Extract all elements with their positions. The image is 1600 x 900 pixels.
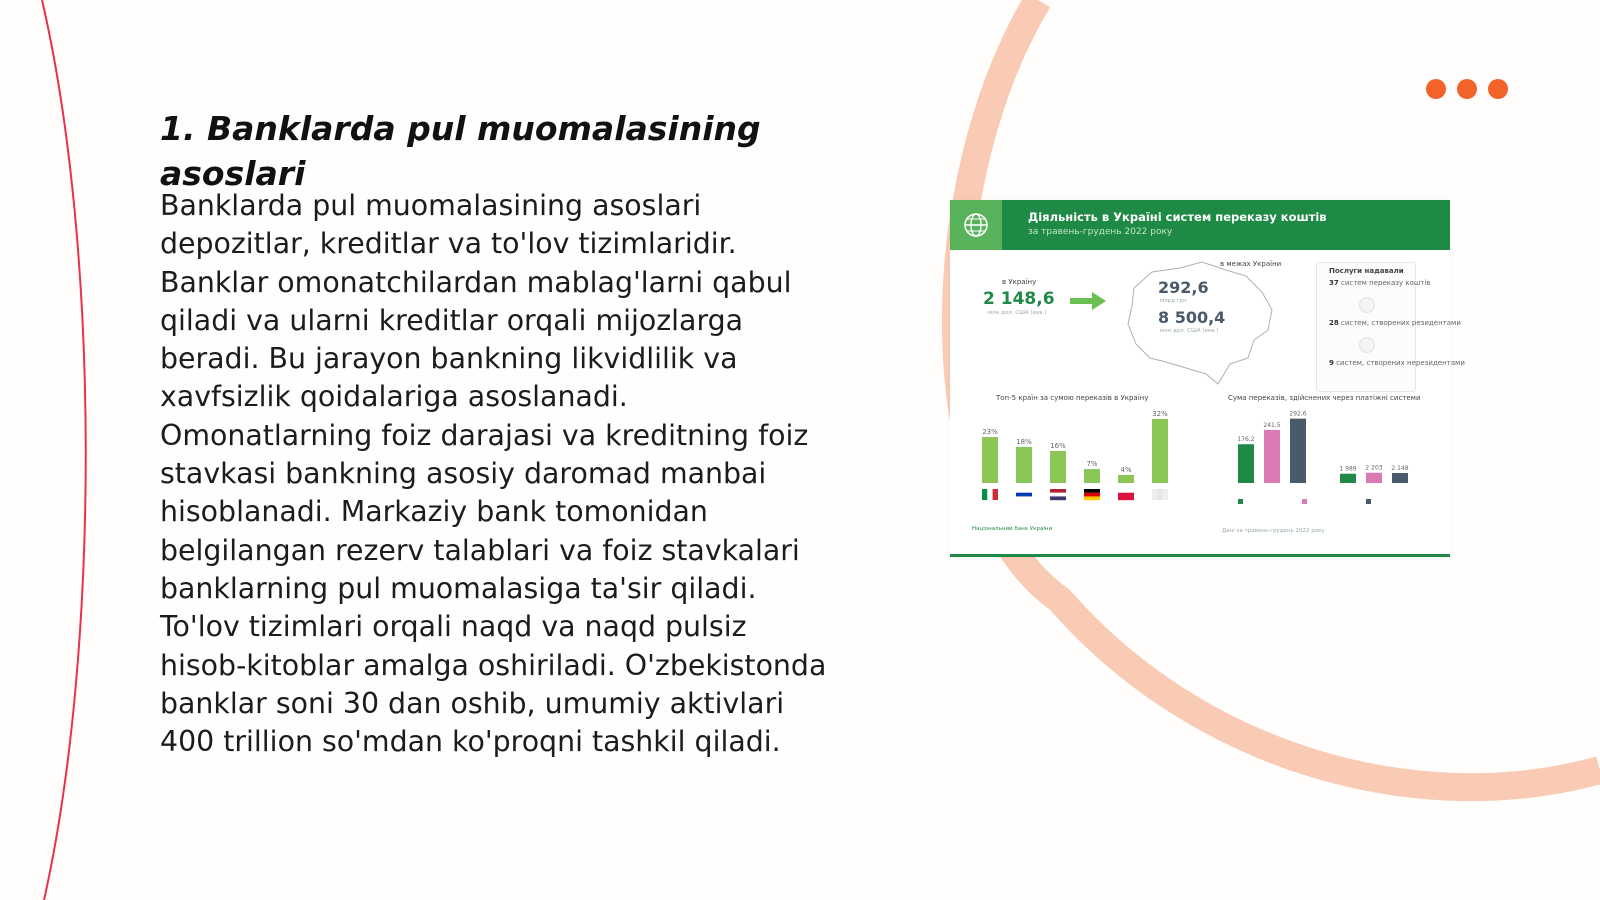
in-ukraine-unit: млн дол. США (екв.) [988,310,1047,316]
within-value-1: 292,6 [1158,278,1209,297]
left-accent-line [42,0,86,900]
flag-stripe [1152,489,1157,500]
dot [1457,79,1477,99]
slide-body-text: Banklarda pul muomalasining asoslari depozitlar, kreditlar va to'lov tizimlaridir. Banklar omonatchilardan mablag'larni qabul qiladi va ularni kreditlar orqali mijozlarga beradi. Bu jarayon bankning likvidlilik va xavfsizlik qoidalariga asoslanadi. Omonatlarning foiz darajasi va kreditning foiz stavkasi bankning asosiy daromad manbai hisoblanadi. Markaziy bank tomonidan belgilangan rezerv talablari va foiz stavkalari banklarning pul muomalasiga ta'sir qiladi. To'lov tizimlari orqali naqd va naqd pulsiz hisob-kitoblar amalga oshiriladi. O'zbekistonda banklar soni 30 dan oshib, umumiy aktivlari 400 trillion so'mdan ko'proqni tashkil qiladi. [160,189,827,759]
footer-note: Дані за травень-грудень 2022 року [1222,528,1325,534]
bar [1340,474,1356,483]
service-text: систем, створених нерезидентами [1336,359,1465,367]
flag-stripe [1118,493,1134,497]
service-circle [1359,297,1375,313]
bar [1050,451,1066,483]
service-count: 37 [1329,279,1339,287]
nbu-logo-text: Національний банк України [972,526,1053,532]
service-line [1329,279,1430,287]
bar [1366,473,1382,483]
within-unit-2: млн дол. США (екв.) [1160,328,1219,334]
flag-stripe [1084,496,1100,500]
flag-it-icon [982,489,998,500]
globe-icon [950,200,1002,250]
flag-stripe [1016,493,1032,497]
within-value-2: 8 500,4 [1158,308,1226,327]
flag-pl-icon [1118,489,1134,500]
bar-value-label: 7% [1086,460,1098,468]
bar [1290,419,1306,483]
bar-value-label: 292,6 [1289,410,1307,418]
in-ukraine-label: в Україну [1002,278,1037,286]
flag-il-icon [1016,489,1032,500]
service-line [1329,359,1465,367]
bar-value-label: 2 148 [1391,464,1409,472]
infographic [950,200,1465,557]
bar-value-label: 241,5 [1263,421,1281,429]
flag-stripe [987,489,992,500]
service-circle [1359,337,1375,353]
infographic-header [950,200,1450,250]
legend-swatch [1238,499,1243,504]
services-title: Послуги надавали [1329,267,1404,275]
slide-title: 1. Banklarda pul muomalasining asoslari [160,109,761,193]
bar [982,437,998,483]
bar [1016,447,1032,483]
bar [1264,430,1280,483]
flag-stripe [1050,496,1066,500]
flag-stripe [1118,496,1134,500]
flag-stripe [1016,496,1032,500]
service-count: 28 [1329,319,1339,327]
service-line [1329,319,1461,327]
bar-value-label: 23% [982,428,998,436]
within-unit-1: млрд грн [1160,298,1187,304]
flag-stripe [993,489,998,500]
bar-value-label: 32% [1152,410,1168,418]
bar [1084,469,1100,483]
flag-stripe [1016,489,1032,493]
legend-swatch [1302,499,1307,504]
bar-value-label: 1 989 [1339,465,1357,473]
left-chart-title: Топ-5 країн за сумою переказів в Україну [996,394,1149,402]
bar-value-label: 2 203 [1365,464,1383,472]
right-bar-chart [1220,405,1430,505]
services-box [1316,262,1465,392]
legend-swatch [1366,499,1371,504]
service-text: систем переказу коштів [1340,279,1431,287]
flag-stripe [1157,489,1162,500]
bar-value-label: 16% [1050,442,1066,450]
bar [1118,475,1134,483]
dot [1426,79,1446,99]
service-count: 9 [1329,359,1334,367]
within-ukraine-label: в межах України [1220,260,1282,268]
flag-stripe [1084,493,1100,497]
flag-stripe [1084,489,1100,493]
bar-value-label: 176,2 [1237,436,1255,444]
flag-de-icon [1084,489,1100,500]
flag-stripe [1118,489,1134,493]
flag-stripe [1050,489,1066,493]
dot [1488,79,1508,99]
three-dots-icon[interactable] [1426,79,1508,99]
arrow-right-icon [1068,290,1108,312]
bar [1238,444,1254,483]
left-bar-chart [970,405,1180,505]
flag-stripe [1163,489,1168,500]
bar [1152,419,1168,483]
flag-other-icon [1152,489,1168,500]
flag-stripe [1050,493,1066,497]
flag-stripe [982,489,987,500]
flag-us-icon [1050,489,1066,500]
bar [1392,473,1408,483]
infographic-subtitle: за травень-грудень 2022 року [1028,227,1173,237]
service-text: систем, створених резидентами [1340,319,1461,327]
in-ukraine-value: 2 148,6 [983,289,1055,309]
bar-value-label: 4% [1120,466,1132,474]
right-chart-title: Сума переказів, здійснених через платіжні системи [1228,394,1421,402]
bar-value-label: 18% [1016,438,1032,446]
infographic-title: Діяльність в Україні систем переказу коштів [1028,210,1327,224]
